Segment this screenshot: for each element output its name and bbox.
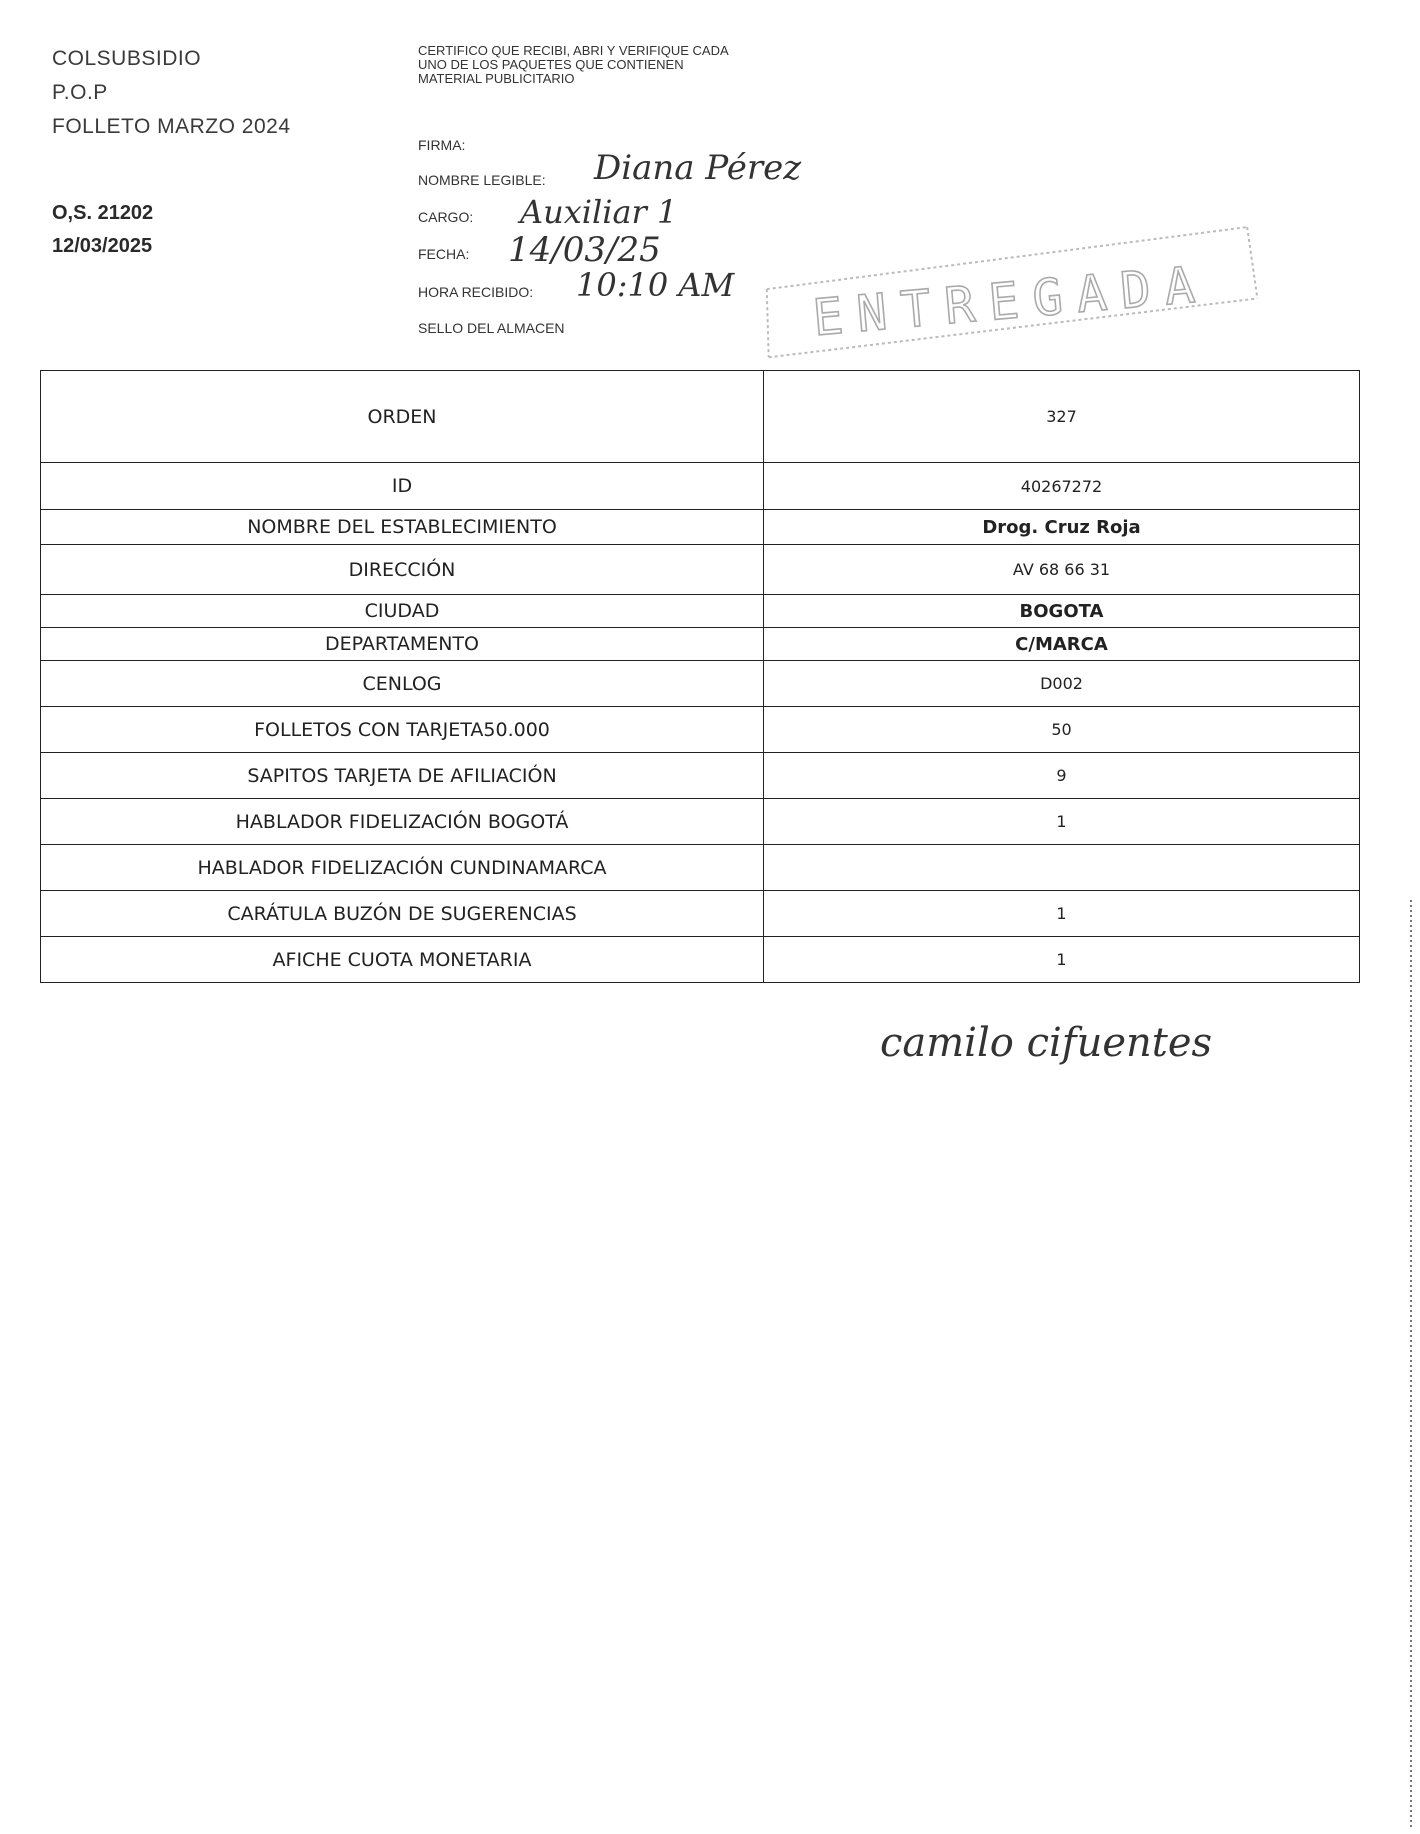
table-row (41, 463, 1360, 510)
hora-label: HORA RECIBIDO: (418, 284, 534, 300)
row-value: AV 68 66 31 (764, 545, 1360, 595)
row-label: DIRECCIÓN (41, 545, 764, 595)
fecha-label: FECHA: (418, 246, 470, 262)
order-table (40, 370, 1360, 983)
row-label: SAPITOS TARJETA DE AFILIACIÓN (41, 753, 764, 799)
table-row (41, 707, 1360, 753)
sello-label: SELLO DEL ALMACEN (418, 320, 565, 336)
header-block (52, 42, 291, 144)
row-value: 1 (764, 937, 1360, 983)
row-label: ID (41, 463, 764, 510)
row-label: HABLADOR FIDELIZACIÓN BOGOTÁ (41, 799, 764, 845)
table-row (41, 545, 1360, 595)
campaign-title: FOLLETO MARZO 2024 (52, 115, 291, 138)
table-row (41, 937, 1360, 983)
row-label: CIUDAD (41, 595, 764, 628)
nombre-handwritten: Diana Pérez (594, 148, 802, 188)
scan-edge (1410, 900, 1412, 1830)
row-label: FOLLETOS CON TARJETA50.000 (41, 707, 764, 753)
category: P.O.P (52, 81, 108, 104)
table-row (41, 510, 1360, 545)
cargo-handwritten: Auxiliar 1 (520, 193, 678, 231)
row-label: ORDEN (41, 371, 764, 463)
row-value: Drog. Cruz Roja (764, 510, 1360, 545)
stamp-text: ENTREGADA (810, 254, 1211, 348)
row-value (764, 845, 1360, 891)
table-row (41, 891, 1360, 937)
table-row (41, 661, 1360, 707)
row-label: DEPARTAMENTO (41, 628, 764, 661)
row-value: 50 (764, 707, 1360, 753)
table-row (41, 371, 1360, 463)
row-label: AFICHE CUOTA MONETARIA (41, 937, 764, 983)
row-value: C/MARCA (764, 628, 1360, 661)
certification-statement: CERTIFICO QUE RECIBI, ABRI Y VERIFIQUE CADA UNO DE LOS PAQUETES QUE CONTIENEN MATERIAL PUBLICITARIO (418, 43, 728, 86)
table-row (41, 753, 1360, 799)
row-label: HABLADOR FIDELIZACIÓN CUNDINAMARCA (41, 845, 764, 891)
row-value: 9 (764, 753, 1360, 799)
row-value: BOGOTA (764, 595, 1360, 628)
hora-handwritten: 10:10 AM (576, 266, 735, 304)
nombre-label: NOMBRE LEGIBLE: (418, 172, 546, 188)
os-date: 12/03/2025 (52, 235, 153, 257)
order-service-block (52, 197, 153, 263)
row-label: CARÁTULA BUZÓN DE SUGERENCIAS (41, 891, 764, 937)
row-value: 1 (764, 891, 1360, 937)
row-label: CENLOG (41, 661, 764, 707)
row-value: 327 (764, 371, 1360, 463)
fecha-handwritten: 14/03/25 (508, 230, 661, 270)
table-row (41, 845, 1360, 891)
os-number: O,S. 21202 (52, 202, 154, 224)
table-row (41, 799, 1360, 845)
table-row (41, 628, 1360, 661)
row-value: D002 (764, 661, 1360, 707)
firma-label: FIRMA: (418, 137, 466, 153)
delivered-stamp (758, 219, 1261, 368)
table-row (41, 595, 1360, 628)
recipient-signature: camilo cifuentes (880, 1020, 1213, 1066)
row-value: 40267272 (764, 463, 1360, 510)
cargo-label: CARGO: (418, 209, 474, 225)
row-label: NOMBRE DEL ESTABLECIMIENTO (41, 510, 764, 545)
company-name: COLSUBSIDIO (52, 47, 202, 70)
row-value: 1 (764, 799, 1360, 845)
